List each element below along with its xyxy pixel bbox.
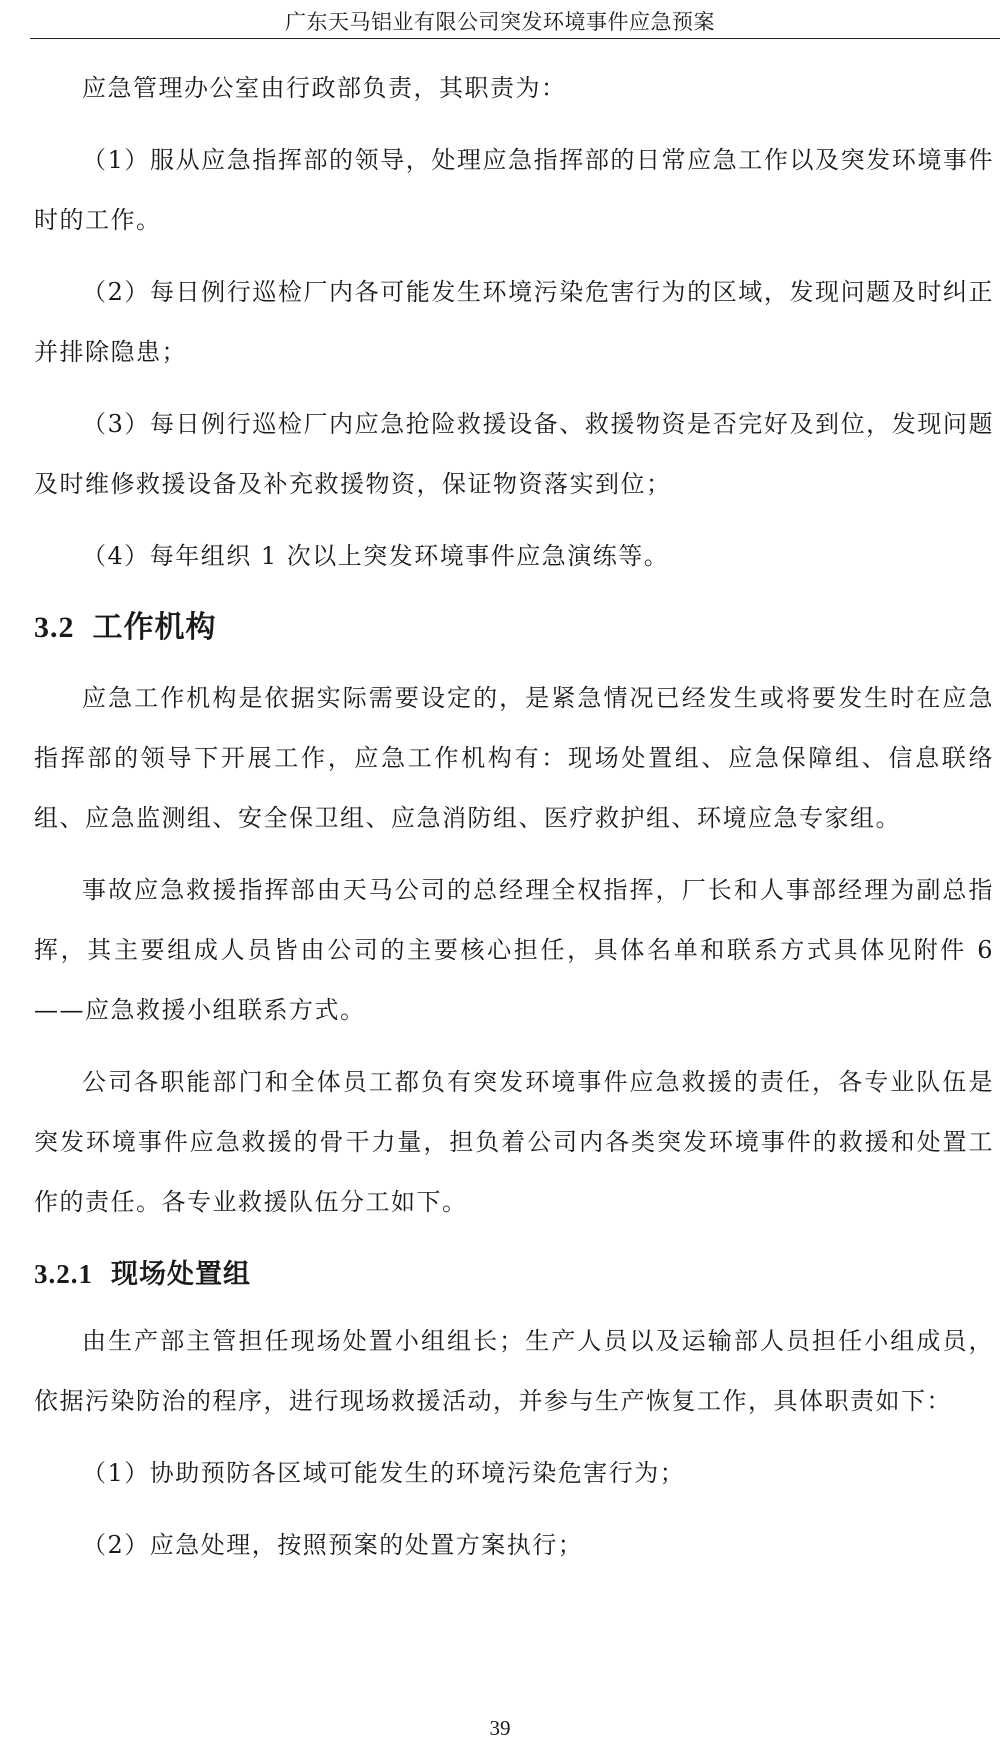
work-organization-paragraph: 应急工作机构是依据实际需要设定的，是紧急情况已经发生或将要发生时在应急指挥部的领导下开展工作，应急工作机构有：现场处置组、应急保障组、信息联络组、应急监测组、安全保卫组、应急消防组、医疗救护组、环境应急专家组。 xyxy=(34,684,994,832)
subsection-number: 3.2.1 xyxy=(34,1259,93,1289)
section-number: 3.2 xyxy=(34,611,75,644)
section-title: 工作机构 xyxy=(92,610,217,645)
duty-item-3: （3）每日例行巡检厂内应急抢险救援设备、救援物资是否完好及到位，发现问题及时维修救援设备及补充救援物资，保证物资落实到位； xyxy=(34,410,994,498)
duty-item-1: （1）服从应急指挥部的领导，处理应急指挥部的日常应急工作以及突发环境事件时的工作。 xyxy=(34,146,994,234)
onsite-duty-item-1: （1）协助预防各区域可能发生的环境污染危害行为； xyxy=(82,1459,686,1487)
onsite-duty-item-2: （2）应急处理，按照预案的处置方案执行； xyxy=(82,1531,584,1559)
document-header-title: 广东天马铝业有限公司突发环境事件应急预案 xyxy=(285,10,715,34)
page-number: 39 xyxy=(489,1716,511,1740)
page-body xyxy=(34,58,994,1575)
responsibility-paragraph: 公司各职能部门和全体员工都负有突发环境事件应急救援的责任，各专业队伍是突发环境事件应急救援的骨干力量，担负着公司内各类突发环境事件的救援和处置工作的责任。各专业救援队伍分工如下。 xyxy=(34,1068,994,1216)
onsite-team-paragraph: 由生产部主管担任现场处置小组组长；生产人员以及运输部人员担任小组成员，依据污染防治的程序，进行现场救援活动，并参与生产恢复工作，具体职责如下： xyxy=(34,1327,994,1415)
section-heading-3-2-1 xyxy=(34,1248,994,1301)
command-structure-paragraph: 事故应急救援指挥部由天马公司的总经理全权指挥，厂长和人事部经理为副总指挥，其主要组成人员皆由公司的主要核心担任，具体名单和联系方式具体见附件 6——应急救援小组联系方式。 xyxy=(34,876,994,1024)
header-divider xyxy=(30,38,1000,39)
duty-item-4: （4）每年组织 1 次以上突发环境事件应急演练等。 xyxy=(82,542,670,570)
subsection-title: 现场处置组 xyxy=(111,1259,251,1290)
duty-item-2: （2）每日例行巡检厂内各可能发生环境污染危害行为的区域，发现问题及时纠正并排除隐患； xyxy=(34,278,994,366)
office-duties-intro: 应急管理办公室由行政部负责，其职责为： xyxy=(82,74,567,102)
section-heading-3-2 xyxy=(34,600,994,656)
